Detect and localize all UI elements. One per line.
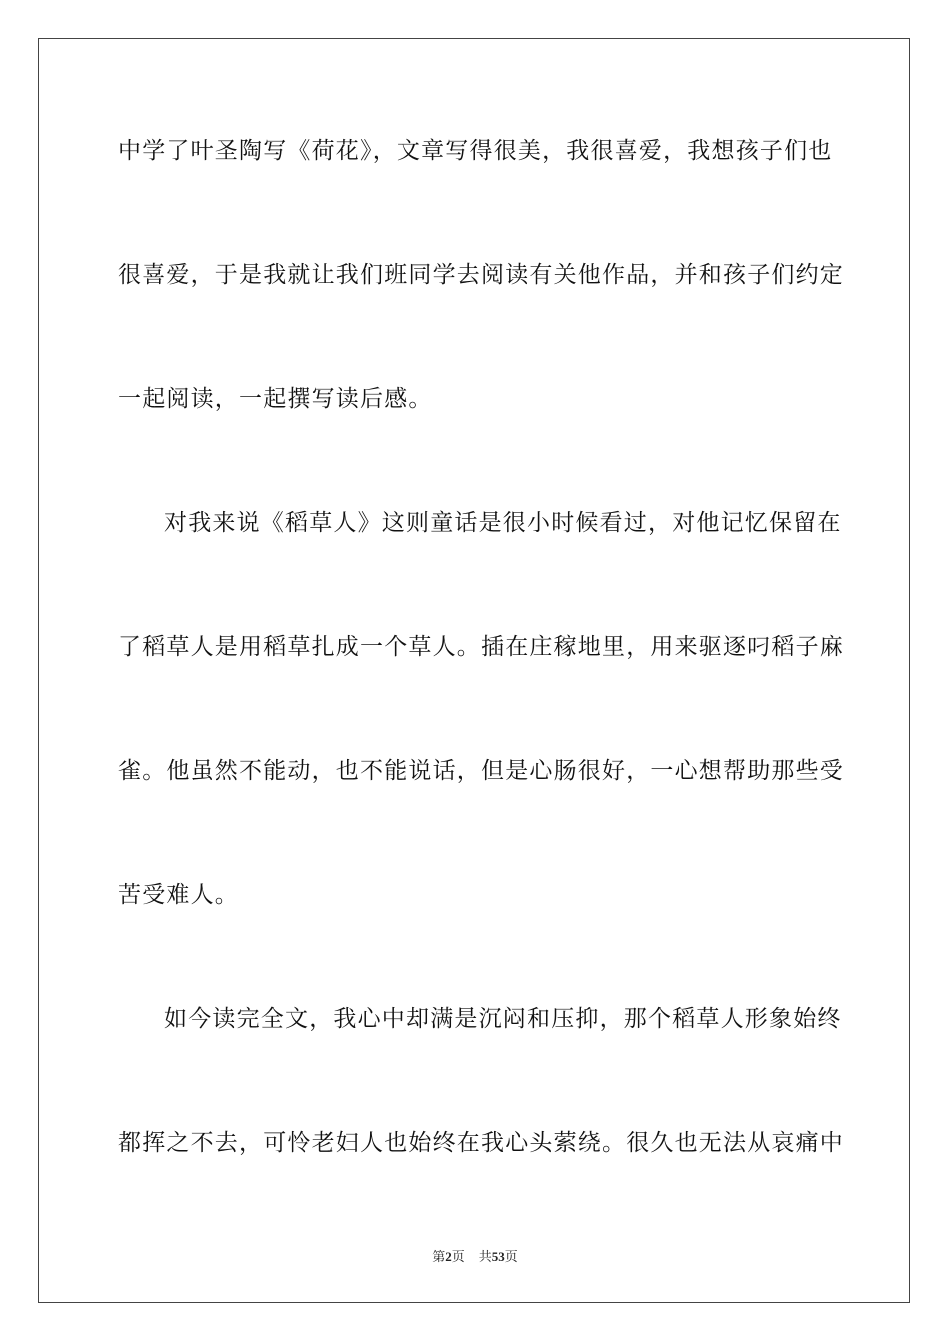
footer-page-suffix: 页 bbox=[451, 1250, 465, 1265]
text-line-4-paragraph-start: 对我来说《稻草人》这则童话是很小时候看过，对他记忆保留在 bbox=[164, 510, 842, 536]
footer-total-prefix: 共 bbox=[478, 1250, 492, 1265]
text-line-7: 苦受难人。 bbox=[118, 882, 239, 908]
text-line-2: 很喜爱，于是我就让我们班同学去阅读有关他作品，并和孩子们约定 bbox=[118, 262, 844, 288]
text-line-8-paragraph-start: 如今读完全文，我心中却满是沉闷和压抑，那个稻草人形象始终 bbox=[164, 1006, 842, 1032]
footer-page-number: 2 bbox=[445, 1249, 452, 1264]
footer-page-prefix: 第 bbox=[432, 1250, 446, 1265]
footer-total-suffix: 页 bbox=[504, 1250, 518, 1265]
page-footer bbox=[0, 1249, 950, 1266]
text-line-9: 都挥之不去，可怜老妇人也始终在我心头萦绕。很久也无法从哀痛中 bbox=[118, 1130, 844, 1156]
text-line-5: 了稻草人是用稻草扎成一个草人。插在庄稼地里，用来驱逐叼稻子麻 bbox=[118, 634, 844, 660]
footer-total-pages: 53 bbox=[491, 1249, 505, 1264]
text-line-1: 中学了叶圣陶写《荷花》，文章写得很美，我很喜爱，我想孩子们也 bbox=[118, 138, 833, 164]
text-line-6: 雀。他虽然不能动，也不能说话，但是心肠很好，一心想帮助那些受 bbox=[118, 758, 844, 784]
page-border bbox=[38, 38, 910, 1303]
text-line-3: 一起阅读，一起撰写读后感。 bbox=[118, 386, 433, 412]
